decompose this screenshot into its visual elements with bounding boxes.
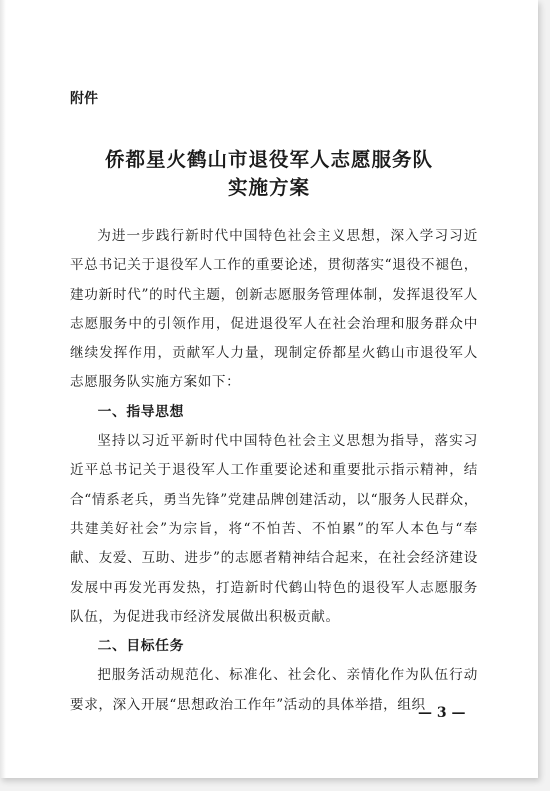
- section-heading-goals-tasks: 二、目标任务: [97, 638, 184, 655]
- section-paragraph-guiding-ideology: 坚持以习近平新时代中国特色社会主义思想为指导，落实习近平总书记关于退役军人工作重要论述和重要批示指示精神，结合“情系老兵，勇当先锋”党建品牌创建活动，以“服务人民群众，共建美好社会”为宗旨，将“不怕苦、不怕累”的军人本色与“奉献、友爱、互助、进步”的志愿者精神结合起来，在社会经济建设发展中再发光再发热，打造新时代鹤山特色的退役军人志愿服务队伍，为促进我市经济发展做出积极贡献。: [70, 433, 478, 625]
- page-number: — 3 —: [418, 705, 466, 721]
- section-heading-guiding-ideology: 一、指导思想: [97, 403, 184, 420]
- document-title-line-1: 侨都星火鹤山市退役军人志愿服务队: [104, 148, 433, 171]
- document-body: [70, 222, 478, 720]
- intro-paragraph: 为进一步践行新时代中国特色社会主义思想，深入学习习近平总书记关于退役军人工作的重要论述，贯彻落实“退役不褪色，建功新时代”的时代主题，创新志愿服务管理体制，发挥退役军人志愿服务中的引领作用，促进退役军人在社会治理和服务群众中继续发挥作用，贡献军人力量，现制定侨都星火鹤山市退役军人志愿服务队实施方案如下：: [70, 228, 478, 391]
- attachment-label: 附件: [70, 91, 98, 107]
- document-title-line-2: 实施方案: [227, 176, 310, 199]
- section-paragraph-goals-tasks: 把服务活动规范化、标准化、社会化、亲情化作为队伍行动要求，深入开展“思想政治工作年”活动的具体举措，组织: [70, 667, 478, 713]
- page-fold-shadow: [0, 0, 6, 778]
